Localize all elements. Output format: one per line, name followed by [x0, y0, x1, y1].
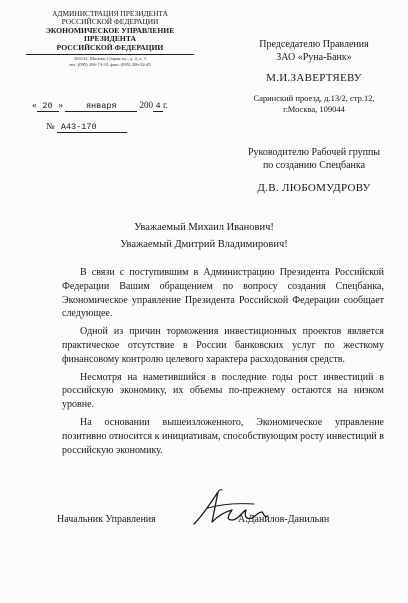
reference-label: №	[46, 121, 55, 131]
addressee-1-street: Саринский проезд, д.13/2, стр.12,	[253, 93, 375, 104]
addressee-1-name: М.И.ЗАВЕРТЯЕВУ	[266, 72, 362, 84]
greeting-line2: Уважаемый Дмитрий Владимирович!	[120, 239, 288, 250]
date-year-abbr: г.	[163, 100, 168, 110]
addressee-2-line2: по созданию Спецбанка	[262, 160, 366, 171]
date-year-suffix: 4	[153, 101, 163, 112]
body-paragraph-2: Одной из причин торможения инвестиционных проектов является практическое отсутствие в России банковских услуг по жесткому финансовому контролю целевого характера расходования средств.	[62, 326, 384, 365]
letterhead-address-line1: 103132, Москва, Старая пл., д. 4, п. 1	[73, 56, 147, 62]
signatory-title: Начальник Управления	[57, 514, 156, 525]
addressee-2	[236, 146, 392, 195]
date-day: 20	[37, 101, 59, 112]
letterhead-address-line2: тел. (095) 206-74-33, факс (095) 206-32-45	[69, 62, 151, 68]
letterhead-dept-line2: ПРЕЗИДЕНТА	[84, 34, 136, 44]
addressee-2-name: Д.В. ЛЮБОМУДРОВУ	[257, 182, 371, 194]
date-line	[32, 100, 168, 112]
reference-line	[46, 121, 127, 133]
date-close-quote: »	[58, 100, 63, 110]
addressee-1-line1: Председателю Правления	[259, 39, 369, 50]
date-month: января	[65, 101, 137, 112]
reference-number: А43-170	[57, 122, 127, 133]
greeting-line1: Уважаемый Михаил Иванович!	[134, 222, 274, 233]
letter-body	[62, 266, 384, 461]
letterhead	[22, 10, 198, 68]
addressee-2-line1: Руководителю Рабочей группы	[247, 147, 381, 158]
addressee-1-line2: ЗАО «Руна-Банк»	[276, 52, 352, 63]
letterhead-dept-line1: ЭКОНОМИЧЕСКОЕ УПРАВЛЕНИЕ	[45, 25, 175, 35]
body-paragraph-3: Несмотря на наметившийся в последние годы рост инвестиций в российскую экономику, их объемы по-прежнему остаются на низком уровне.	[62, 371, 384, 411]
body-paragraph-1: В связи с поступившим в Администрацию Президента Российской Федерации Вашим обращением по вопросу создания Спецбанка, Экономическое управление Президента Российской Федерации сообщает следующее.	[62, 267, 384, 320]
addressee-1	[236, 38, 392, 115]
letterhead-org-line2: РОССИЙСКОЙ ФЕДЕРАЦИИ	[61, 17, 159, 27]
date-open-quote: «	[32, 100, 37, 110]
handwritten-signature	[188, 486, 280, 532]
body-paragraph-4: На основании вышеизложенного, Экономическое управление позитивно относится к инициативам, способствующим росту инвестиций в российскую экономику.	[62, 416, 385, 456]
date-year-prefix: 200	[139, 100, 153, 110]
signatory-name: А.Данилов-Данильян	[238, 514, 330, 525]
letterhead-rule	[26, 54, 194, 55]
letterhead-org-line1: АДМИНИСТРАЦИЯ ПРЕЗИДЕНТА	[52, 9, 168, 18]
letterhead-dept-line3: РОССИЙСКОЙ ФЕДЕРАЦИИ	[56, 42, 164, 52]
addressee-1-city: г.Москва, 109044	[283, 103, 345, 114]
